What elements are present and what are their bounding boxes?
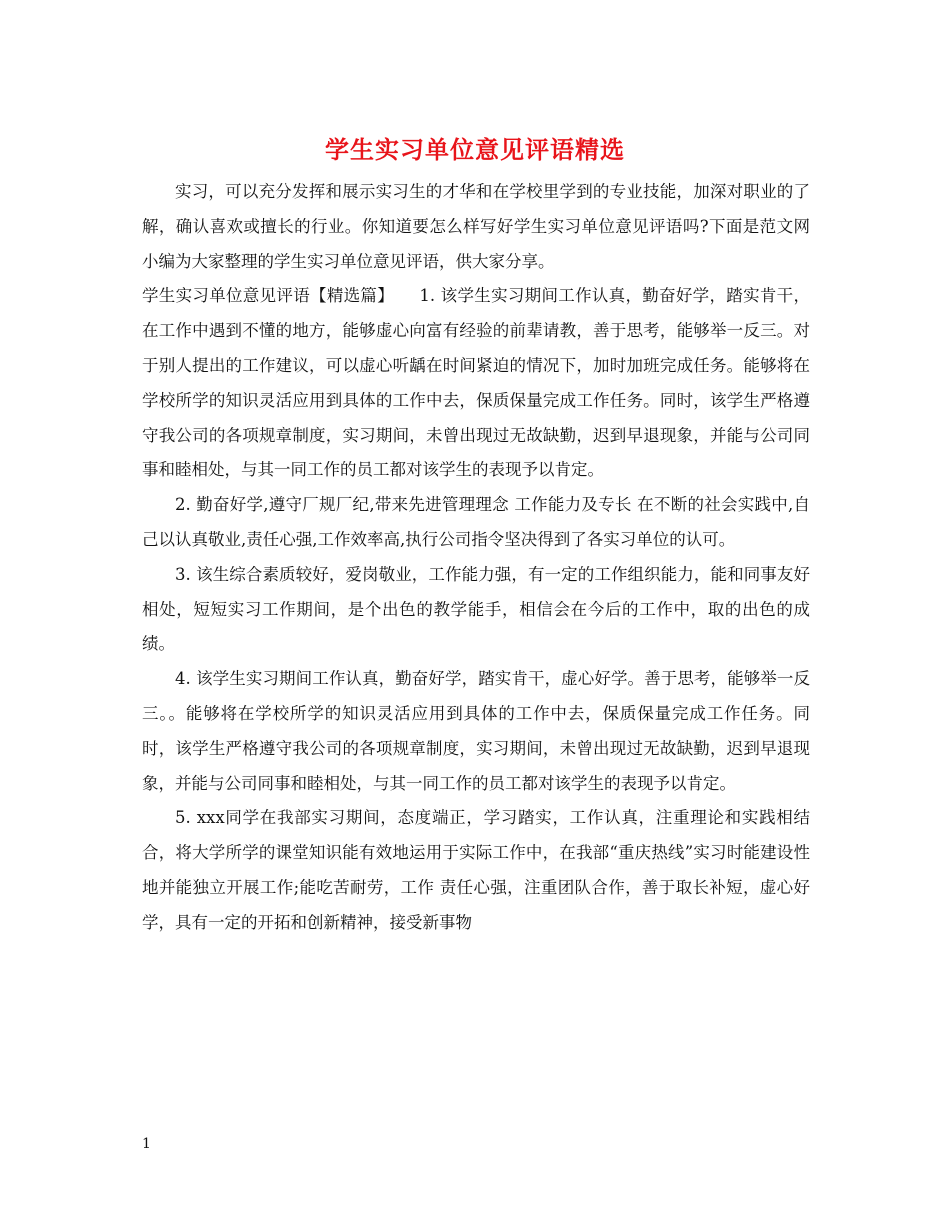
paragraph-1: 学生实习单位意见评语【精选篇】 1. 该学生实习期间工作认真，勤奋好学，踏实肯干，在工作中遇到不懂的地方，能够虚心向富有经验的前辈请教，善于思考，能够举一反三。对于别人提出的工作建议，可以虚心听龋在时间紧迫的情况下，加时加班完成任务。能够将在学校所学的知识灵活应用到具体的工作中去，保质保量完成工作任务。同时，该学生严格遵守我公司的各项规章制度，实习期间，未曾出现过无故缺勤，迟到早退现象，并能与公司同事和睦相处，与其一同工作的员工都对该学生的表现予以肯定。 — [142, 286, 810, 480]
page-number: 1 — [142, 1136, 151, 1152]
paragraph-2: 2. 勤奋好学,遵守厂规厂纪,带来先进管理理念 工作能力及专长 在不断的社会实践中,自己以认真敬业,责任心强,工作效率高,执行公司指令坚决得到了各实习单位的认可。 — [142, 495, 810, 549]
paragraph-3: 3. 该生综合素质较好，爱岗敬业，工作能力强，有一定的工作组织能力，能和同事友好相处，短短实习工作期间，是个出色的教学能手，相信会在今后的工作中，取的出色的成绩。 — [142, 564, 810, 654]
paragraph-5: 5. xxx同学在我部实习期间，态度端正，学习踏实，工作认真，注重理论和实践相结合，将大学所学的课堂知识能有效地运用于实际工作中，在我部“重庆热线”实习时能建设性地并能独立开展工作;能吃苦耐劳，工作 责任心强，注重团队合作，善于取长补短，虚心好学，具有一定的开拓和创新精神，接受新事物 — [142, 808, 810, 932]
paragraph-intro: 实习，可以充分发挥和展示实习生的才华和在学校里学到的专业技能，加深对职业的了解，确认喜欢或擅长的行业。你知道要怎么样写好学生实习单位意见评语吗?下面是范文网小编为大家整理的学生实习单位意见评语，供大家分享。 — [142, 182, 810, 271]
document-body — [142, 175, 810, 941]
document-title: 学生实习单位意见评语精选 — [325, 136, 625, 164]
paragraph-4: 4. 该学生实习期间工作认真，勤奋好学，踏实肯干，虚心好学。善于思考，能够举一反三。。能够将在学校所学的知识灵活应用到具体的工作中去，保质保量完成工作任务。同时，该学生严格遵守我公司的各项规章制度，实习期间，未曾出现过无故缺勤，迟到早退现象，并能与公司同事和睦相处，与其一同工作的员工都对该学生的表现予以肯定。 — [142, 669, 810, 793]
